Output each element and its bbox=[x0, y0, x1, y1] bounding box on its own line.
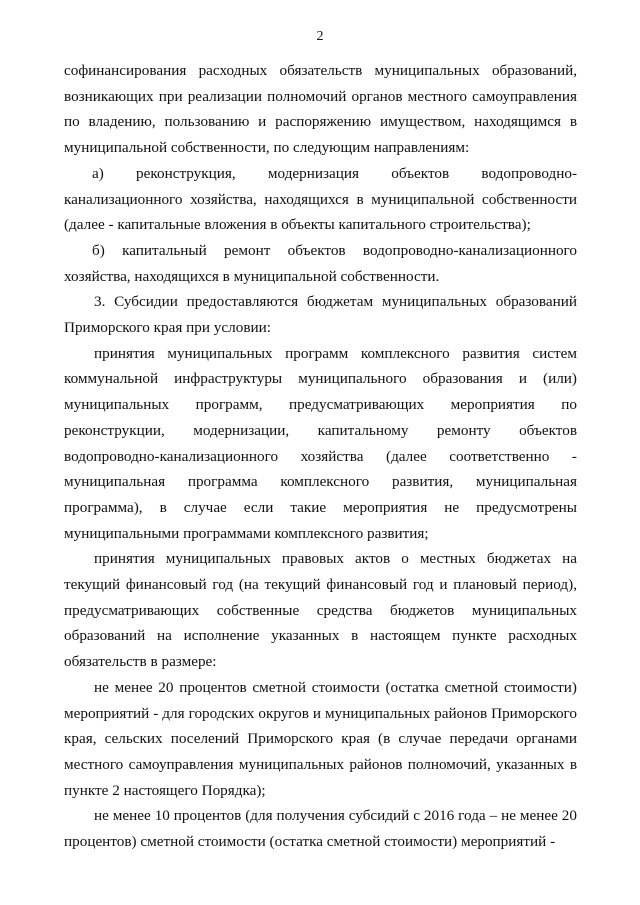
paragraph-condition-budgets: принятия муниципальных правовых актов о местных бюджетах на текущий финансовый год (на текущий финансовый год и плановый период), предусматривающих собственные средства бюджетов муниципальных образований на исполнение указанных в настоящем пункте расходных обязательств в размере: bbox=[64, 550, 577, 671]
paragraph-condition-programs: принятия муниципальных программ комплексного развития систем коммунальной инфраструктуры муниципального образования и (или) муниципальных программ, предусматривающих мероприятия по реконструкции, модернизации, капитальному ремонту объектов водопроводно-канализационного хозяйства (далее соответственно - муниципальная программа комплексного развития, муниципальная программа), в случае если такие мероприятия не предусмотрены муниципальными программами комплексного развития; bbox=[64, 344, 577, 542]
paragraph-cofinancing: софинансирования расходных обязательств муниципальных образований, возникающих при реализации полномочий органов местного самоуправления по владению, пользованию и распоряжению имуществом, находящимся в муниципальной собственности, по следующим направлениям: bbox=[64, 62, 577, 157]
paragraph-share-20-percent: не менее 20 процентов сметной стоимости (остатка сметной стоимости) мероприятий - для городских округов и муниципальных районов Приморского края, сельских поселений Приморского края (в случае передачи органами местного самоуправления муниципальных районов полномочий, указанных в пункте 2 настоящего Порядка); bbox=[64, 678, 577, 799]
page-number: 2 bbox=[316, 29, 324, 44]
paragraph-item-a: а) реконструкция, модернизация объектов водопроводно-канализационного хозяйства, находящихся в муниципальной собственности (далее - капитальные вложения в объекты капитального строительства); bbox=[64, 164, 577, 234]
document-body bbox=[64, 58, 577, 855]
paragraph-share-10-percent: не менее 10 процентов (для получения субсидий с 2016 года – не менее 20 процентов) сметной стоимости (остатка сметной стоимости) мероприятий - bbox=[64, 807, 577, 851]
paragraph-section-3: 3. Субсидии предоставляются бюджетам муниципальных образований Приморского края при условии: bbox=[64, 293, 577, 337]
paragraph-item-b: б) капитальный ремонт объектов водопроводно-канализационного хозяйства, находящихся в муниципальной собственности. bbox=[64, 241, 577, 285]
